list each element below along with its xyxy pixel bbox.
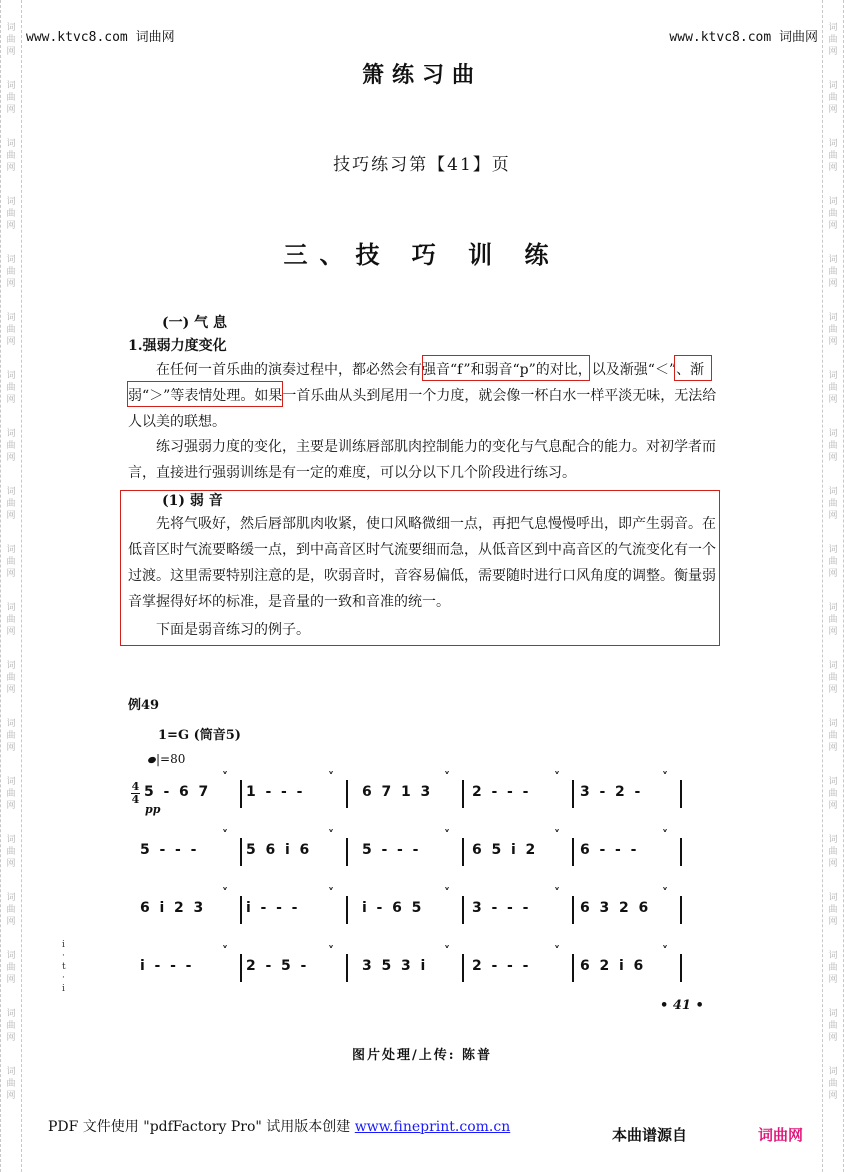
watermark-block xyxy=(828,1066,837,1102)
breath-mark-icon: ˅ xyxy=(222,828,228,842)
score-measure: 5 - 6 7 xyxy=(144,784,209,800)
watermark-char: 词 xyxy=(6,255,16,265)
document-title: 箫练习曲 xyxy=(361,62,482,88)
watermark-char: 词 xyxy=(828,139,838,149)
watermark-char: 曲 xyxy=(6,267,16,277)
score-row xyxy=(140,944,710,984)
score-measure: i - - - xyxy=(140,958,192,974)
watermark-block xyxy=(6,428,15,464)
watermark-char: 网 xyxy=(828,395,838,405)
quarter-note-icon xyxy=(147,756,157,764)
watermark-char: 网 xyxy=(828,627,838,637)
highlight-box-crescendo xyxy=(674,355,712,381)
watermark-char: 曲 xyxy=(828,731,838,741)
watermark-char: 网 xyxy=(6,917,16,927)
bar-line-stroke xyxy=(346,838,348,866)
bar-line-stroke xyxy=(240,838,242,866)
score-measure: 1 - - - xyxy=(246,784,303,800)
watermark-char: 网 xyxy=(6,453,16,463)
score-measure: 6 3 2 6 xyxy=(580,900,649,916)
watermark-char: 词 xyxy=(6,661,16,671)
breath-mark-icon: ˅ xyxy=(662,944,668,958)
time-signature xyxy=(131,782,140,805)
section-title: 三、技 巧 训 练 xyxy=(283,240,561,269)
watermark-char: 网 xyxy=(828,453,838,463)
watermark-char: 曲 xyxy=(828,383,838,393)
watermark-char: 曲 xyxy=(828,789,838,799)
watermark-char: 曲 xyxy=(828,673,838,683)
watermark-char: 曲 xyxy=(6,35,16,45)
score-measure: 6 5 i 2 xyxy=(472,842,536,858)
watermark-char: 曲 xyxy=(828,209,838,219)
watermark-char: 词 xyxy=(828,1067,838,1077)
watermark-char: 网 xyxy=(828,743,838,753)
bar-line-stroke xyxy=(240,896,242,924)
watermark-char: 词 xyxy=(828,23,838,33)
breath-mark-icon: ˅ xyxy=(328,944,334,958)
pdf-footer xyxy=(48,1116,510,1136)
watermark-char: 曲 xyxy=(6,383,16,393)
watermark-char: 曲 xyxy=(6,731,16,741)
watermark-char: 词 xyxy=(6,951,16,961)
watermark-char: 网 xyxy=(828,105,838,115)
breath-mark-icon: ˅ xyxy=(444,886,450,900)
paragraph-dynamics-intro: 在任何一首乐曲的演奏过程中，都必然会有强音“f”和弱音“p”的对比，以及渐强“＜”、渐弱“＞”等表情处理。如果一首乐曲从头到尾用一个力度，就会像一杯白水一样平淡无味，无法给人以美的联想。 xyxy=(128,362,717,430)
paragraph-dynamics-training: 练习强弱力度的变化，主要是训练唇部肌肉控制能力的变化与气息配合的能力。对初学者而言，直接进行强弱训练是有一定的难度，可以分以下几个阶段进行练习。 xyxy=(128,439,716,481)
source-label: 本曲谱源自 xyxy=(612,1126,688,1144)
watermark-char: 曲 xyxy=(828,441,838,451)
watermark-char: 词 xyxy=(6,487,16,497)
breath-mark-icon: ˅ xyxy=(222,886,228,900)
score-row xyxy=(140,828,710,868)
watermark-char: 曲 xyxy=(828,1079,838,1089)
watermark-block xyxy=(828,1008,837,1044)
bar-line-stroke xyxy=(462,838,464,866)
watermark-char: 网 xyxy=(6,337,16,347)
breath-mark-icon: ˅ xyxy=(222,770,228,784)
tempo-value: =80 xyxy=(160,752,186,766)
highlight-box-forte-piano xyxy=(422,355,590,381)
heading-soft-tone: (1) 弱 音 xyxy=(162,493,223,509)
watermark-block xyxy=(6,1066,15,1102)
bar-line-stroke xyxy=(572,954,574,982)
bar-line-stroke xyxy=(680,954,682,982)
watermark-char: 网 xyxy=(828,917,838,927)
watermark-char: 网 xyxy=(6,859,16,869)
breath-mark-icon: ˅ xyxy=(554,770,560,784)
watermark-char: 曲 xyxy=(828,615,838,625)
pdf-note: PDF 文件使用 "pdfFactory Pro" 试用版本创建 xyxy=(48,1119,351,1135)
bar-line-stroke xyxy=(346,896,348,924)
watermark-char: 曲 xyxy=(6,499,16,509)
watermark-char: 词 xyxy=(6,777,16,787)
watermark-block xyxy=(6,834,15,870)
watermark-char: 词 xyxy=(6,81,16,91)
watermark-block xyxy=(828,370,837,406)
score-measure: 5 - - - xyxy=(362,842,419,858)
watermark-char: 词 xyxy=(6,1009,16,1019)
watermark-char: 曲 xyxy=(6,905,16,915)
example-label: 例49 xyxy=(128,698,160,713)
site-url-right[interactable]: www.ktvc8.com 词曲网 xyxy=(669,30,818,45)
bar-line-stroke xyxy=(462,896,464,924)
breath-mark-icon: ˅ xyxy=(554,828,560,842)
breath-mark-icon: ˅ xyxy=(328,828,334,842)
watermark-char: 词 xyxy=(828,719,838,729)
watermark-char: 曲 xyxy=(828,267,838,277)
watermark-char: 词 xyxy=(828,893,838,903)
watermark-block xyxy=(6,776,15,812)
watermark-block xyxy=(828,544,837,580)
watermark-char: 词 xyxy=(6,429,16,439)
watermark-char: 词 xyxy=(6,603,16,613)
breath-mark-icon: ˅ xyxy=(554,944,560,958)
watermark-char: 曲 xyxy=(6,615,16,625)
watermark-char: 词 xyxy=(6,545,16,555)
watermark-char: 词 xyxy=(828,603,838,613)
watermark-block xyxy=(6,196,15,232)
bar-line xyxy=(662,770,694,810)
score-measure: 2 - - - xyxy=(472,958,529,974)
tempo-marking: |=80 xyxy=(148,752,185,766)
breath-mark-icon: ˅ xyxy=(328,770,334,784)
watermark-char: 网 xyxy=(6,105,16,115)
watermark-block xyxy=(6,370,15,406)
breath-mark-icon: ˅ xyxy=(444,828,450,842)
heading-dynamics: 1.强弱力度变化 xyxy=(128,338,227,354)
bar-line-stroke xyxy=(680,896,682,924)
watermark-char: 词 xyxy=(828,429,838,439)
watermark-block xyxy=(828,776,837,812)
watermark-block xyxy=(828,312,837,348)
watermark-block xyxy=(6,544,15,580)
breath-mark-icon: ˅ xyxy=(662,828,668,842)
watermark-char: 曲 xyxy=(828,1021,838,1031)
paragraph-soft-tone: 先将气吸好，然后唇部肌肉收紧，使口风略微细一点，再把气息慢慢呼出，即产生弱音。在低音区时气流要略缓一点，到中高音区时气流要细而急，从低音区到中高音区的气流变化有一个过渡。这里需要特别注意的是，吹弱音时，音容易偏低，需要随时进行口风角度的调整。衡量弱音掌握得好坏的标准，是音量的一致和音准的统一。 xyxy=(128,516,716,610)
watermark-char: 曲 xyxy=(6,789,16,799)
bar-line-stroke xyxy=(572,896,574,924)
watermark-char: 网 xyxy=(828,511,838,521)
score-measure: 6 i 2 3 xyxy=(140,900,204,916)
right-watermark-strip xyxy=(822,0,844,1172)
watermark-block xyxy=(828,22,837,58)
watermark-block xyxy=(828,892,837,928)
watermark-char: 词 xyxy=(6,197,16,207)
watermark-char: 曲 xyxy=(6,151,16,161)
watermark-char: 网 xyxy=(6,627,16,637)
watermark-char: 曲 xyxy=(6,673,16,683)
watermark-char: 词 xyxy=(6,23,16,33)
watermark-char: 词 xyxy=(828,835,838,845)
watermark-block xyxy=(828,950,837,986)
watermark-char: 词 xyxy=(6,139,16,149)
heading-breath: (一) 气 息 xyxy=(162,315,227,331)
watermark-char: 曲 xyxy=(828,151,838,161)
watermark-char: 曲 xyxy=(6,847,16,857)
watermark-char: 网 xyxy=(6,975,16,985)
score-measure: 6 2 i 6 xyxy=(580,958,644,974)
score-measure: 6 - - - xyxy=(580,842,637,858)
page-reference: 技巧练习第【41】页 xyxy=(333,155,511,175)
watermark-char: 词 xyxy=(828,81,838,91)
watermark-char: 曲 xyxy=(828,35,838,45)
score-measure: 3 - 2 - xyxy=(580,784,641,800)
bar-line xyxy=(662,828,694,868)
watermark-char: 曲 xyxy=(6,1021,16,1031)
watermark-block xyxy=(6,486,15,522)
watermark-char: 词 xyxy=(828,777,838,787)
bar-line-stroke xyxy=(572,838,574,866)
paragraph-example-intro: 下面是弱音练习的例子。 xyxy=(156,622,310,638)
watermark-block xyxy=(828,660,837,696)
breath-mark-icon: ˅ xyxy=(662,770,668,784)
score-row xyxy=(140,886,710,926)
bar-line xyxy=(662,886,694,926)
score-measure: 2 - - - xyxy=(472,784,529,800)
watermark-char: 曲 xyxy=(828,93,838,103)
breath-mark-icon: ˅ xyxy=(444,770,450,784)
score-measure: i - - - xyxy=(246,900,298,916)
source-logo[interactable]: 词曲网 xyxy=(758,1126,804,1144)
watermark-char: 网 xyxy=(828,337,838,347)
watermark-char: 曲 xyxy=(828,963,838,973)
watermark-char: 网 xyxy=(6,569,16,579)
bar-line xyxy=(328,944,360,984)
breath-mark-icon: ˅ xyxy=(662,886,668,900)
bar-line-stroke xyxy=(346,780,348,808)
watermark-char: 网 xyxy=(6,1091,16,1101)
left-watermark-strip xyxy=(0,0,22,1172)
score-measure: 6 7 1 3 xyxy=(362,784,431,800)
bar-line-stroke xyxy=(346,954,348,982)
watermark-char: 网 xyxy=(828,1033,838,1043)
score-measure: i - 6 5 xyxy=(362,900,422,916)
bar-line-stroke xyxy=(240,954,242,982)
breath-mark-icon: ˅ xyxy=(554,886,560,900)
watermark-char: 词 xyxy=(828,313,838,323)
highlight-box-crescendo-decrescendo xyxy=(127,381,283,407)
score-measure: 5 - - - xyxy=(140,842,197,858)
watermark-block xyxy=(828,196,837,232)
watermark-char: 词 xyxy=(828,197,838,207)
score-row xyxy=(140,770,710,810)
watermark-block xyxy=(6,312,15,348)
watermark-char: 网 xyxy=(6,279,16,289)
watermark-char: 词 xyxy=(828,545,838,555)
watermark-char: 网 xyxy=(6,47,16,57)
bar-line-stroke xyxy=(462,954,464,982)
watermark-block xyxy=(6,660,15,696)
watermark-block xyxy=(6,718,15,754)
site-url-left[interactable]: www.ktvc8.com 词曲网 xyxy=(26,30,175,45)
score-measure: 3 - - - xyxy=(472,900,529,916)
watermark-char: 词 xyxy=(6,835,16,845)
watermark-char: 词 xyxy=(828,1009,838,1019)
watermark-block xyxy=(6,22,15,58)
time-sig-bottom: 4 xyxy=(131,793,140,806)
watermark-char: 词 xyxy=(828,661,838,671)
watermark-char: 曲 xyxy=(6,93,16,103)
watermark-char: 网 xyxy=(6,1033,16,1043)
watermark-char: 曲 xyxy=(6,325,16,335)
watermark-block xyxy=(828,486,837,522)
watermark-char: 网 xyxy=(6,395,16,405)
watermark-char: 词 xyxy=(828,951,838,961)
watermark-char: 曲 xyxy=(828,847,838,857)
watermark-char: 曲 xyxy=(6,1079,16,1089)
watermark-char: 网 xyxy=(828,569,838,579)
watermark-block xyxy=(828,718,837,754)
watermark-char: 词 xyxy=(828,487,838,497)
watermark-char: 网 xyxy=(828,47,838,57)
watermark-char: 网 xyxy=(828,279,838,289)
bar-line-stroke xyxy=(572,780,574,808)
watermark-block xyxy=(6,602,15,638)
watermark-block xyxy=(6,950,15,986)
watermark-block xyxy=(6,1008,15,1044)
time-sig-top: 4 xyxy=(131,780,140,793)
watermark-char: 词 xyxy=(828,371,838,381)
fineprint-link[interactable]: www.fineprint.com.cn xyxy=(354,1119,511,1135)
score-measure: 3 5 3 i xyxy=(362,958,426,974)
upload-credit: 图片处理/上传: 陈普 xyxy=(351,1048,493,1063)
watermark-block xyxy=(6,892,15,928)
score-measure: 2 - 5 - xyxy=(246,958,307,974)
watermark-char: 网 xyxy=(828,801,838,811)
watermark-char: 词 xyxy=(6,371,16,381)
watermark-char: 网 xyxy=(828,975,838,985)
watermark-char: 词 xyxy=(6,719,16,729)
watermark-char: 网 xyxy=(828,221,838,231)
watermark-char: 网 xyxy=(6,743,16,753)
watermark-char: 网 xyxy=(828,163,838,173)
watermark-char: 曲 xyxy=(6,441,16,451)
watermark-char: 网 xyxy=(828,859,838,869)
watermark-char: 网 xyxy=(6,801,16,811)
bar-line xyxy=(662,944,694,984)
breath-mark-icon: ˅ xyxy=(444,944,450,958)
watermark-char: 曲 xyxy=(828,499,838,509)
bar-line-stroke xyxy=(680,838,682,866)
watermark-char: 曲 xyxy=(828,325,838,335)
watermark-char: 词 xyxy=(828,255,838,265)
watermark-char: 网 xyxy=(6,511,16,521)
watermark-char: 网 xyxy=(828,1091,838,1101)
breath-mark-icon: ˅ xyxy=(328,886,334,900)
watermark-char: 词 xyxy=(6,313,16,323)
watermark-char: 网 xyxy=(6,163,16,173)
margin-marks: i · t · i xyxy=(62,940,66,994)
dynamic-marking: pp xyxy=(145,803,161,816)
watermark-char: 曲 xyxy=(6,963,16,973)
bar-line-stroke xyxy=(680,780,682,808)
watermark-char: 词 xyxy=(6,1067,16,1077)
bar-line xyxy=(328,886,360,926)
watermark-char: 网 xyxy=(828,685,838,695)
bar-line-stroke xyxy=(462,780,464,808)
watermark-char: 网 xyxy=(6,685,16,695)
bar-line xyxy=(328,828,360,868)
breath-mark-icon: ˅ xyxy=(222,944,228,958)
watermark-block xyxy=(828,428,837,464)
watermark-block xyxy=(828,834,837,870)
watermark-block xyxy=(828,602,837,638)
bar-line xyxy=(328,770,360,810)
key-signature: 1=G (筒音5) xyxy=(158,728,241,743)
watermark-char: 词 xyxy=(6,893,16,903)
bar-line-stroke xyxy=(240,780,242,808)
watermark-char: 曲 xyxy=(6,557,16,567)
watermark-char: 曲 xyxy=(828,905,838,915)
score-measure: 5 6 i 6 xyxy=(246,842,310,858)
watermark-char: 曲 xyxy=(828,557,838,567)
page-number: • 41 • xyxy=(660,998,704,1013)
watermark-char: 网 xyxy=(6,221,16,231)
watermark-char: 曲 xyxy=(6,209,16,219)
